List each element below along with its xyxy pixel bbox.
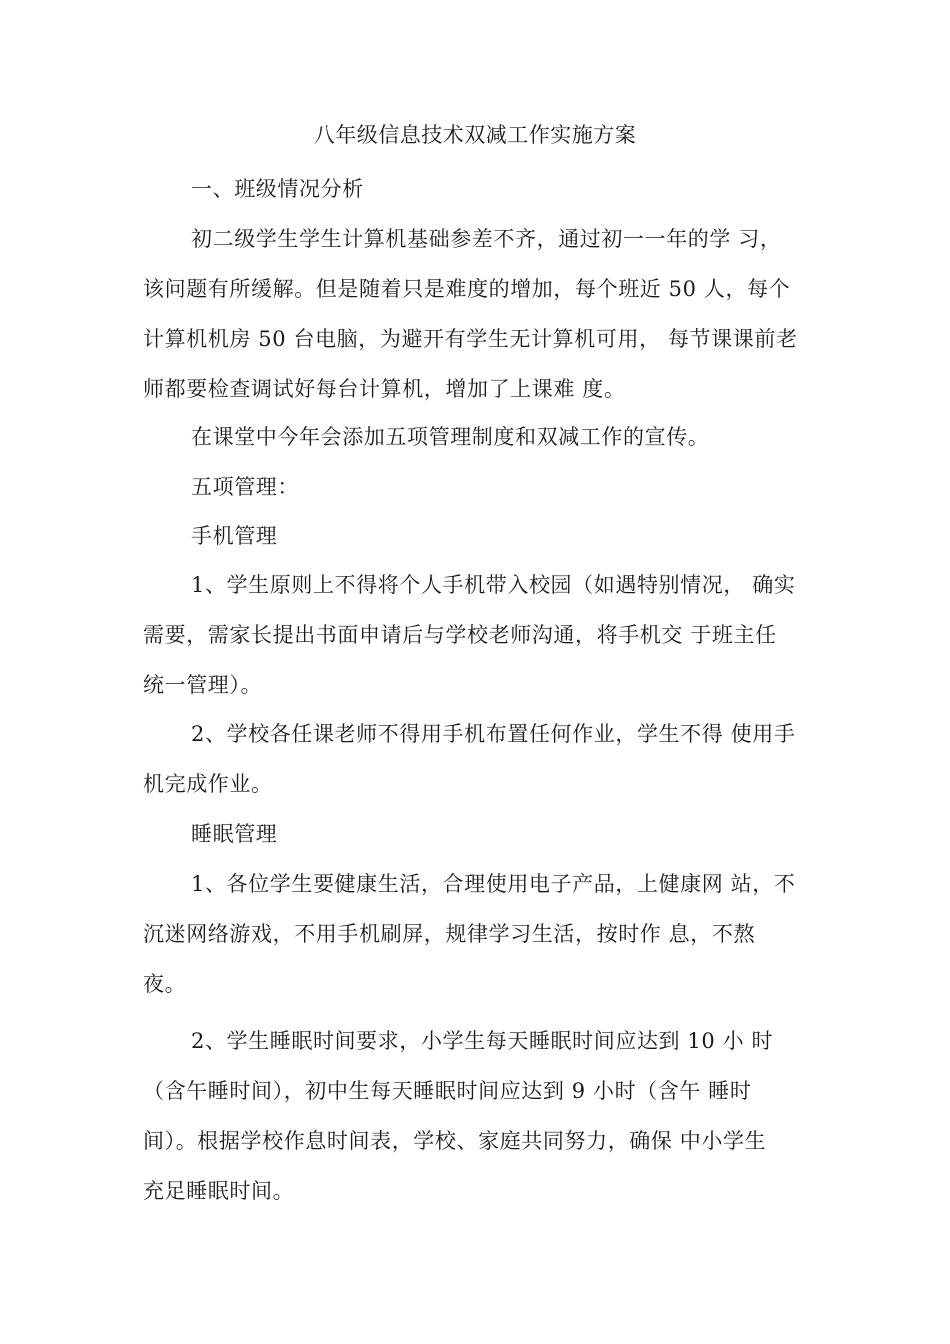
subheading-phone-management [143, 511, 819, 561]
section-heading-class-analysis [143, 164, 819, 214]
paragraph-line: 夜。 [143, 972, 187, 996]
paragraph-line: 机完成作业。 [143, 772, 273, 796]
paragraph-line: 睡眠管理 [191, 822, 278, 846]
paragraph-line: 间）。根据学校作息时间表，学校、家庭共同努力，确保 中小学生 [143, 1129, 767, 1153]
paragraph-line: 2、学校各任课老师不得用手机布置任何作业，学生不得 使用手 [191, 722, 796, 746]
paragraph-line: 五项管理： [191, 475, 299, 499]
paragraph-five-management [143, 462, 819, 512]
paragraph-line: 充足睡眠时间。 [143, 1179, 295, 1203]
subheading-sleep-management [143, 809, 819, 859]
paragraph-line: （含午睡时间），初中生每天睡眠时间应达到 9 小时（含午 睡时 [143, 1079, 752, 1103]
paragraph-line: 沉迷网络游戏，不用手机刷屏，规律学习生活，按时作 息，不熬 [143, 922, 756, 946]
paragraph-line: 师都要检查调试好每台计算机，增加了上课难 度。 [143, 377, 626, 401]
paragraph-line: 1、学生原则上不得将个人手机带入校园（如遇特别情况， 确实 [191, 573, 796, 597]
document-title: 八年级信息技术双减工作实施方案 [313, 123, 637, 147]
paragraph-line: 一、班级情况分析 [191, 177, 364, 201]
paragraph-class-situation [143, 214, 819, 414]
paragraph-classroom-promotion [143, 412, 819, 462]
paragraph-line: 初二级学生学生计算机基础参差不齐，通过初一一年的学 习， [191, 227, 782, 251]
paragraph-line: 手机管理 [191, 524, 278, 548]
paragraph-sleep-rule-1 [143, 859, 819, 1009]
paragraph-line: 需要，需家长提出书面申请后与学校老师沟通，将手机交 于班主任 [143, 623, 777, 647]
paragraph-line: 1、各位学生要健康生活，合理使用电子产品，上健康网 站，不 [191, 872, 796, 896]
paragraph-phone-rule-1 [143, 560, 819, 710]
paragraph-line: 在课堂中今年会添加五项管理制度和双减工作的宣传。 [191, 425, 710, 449]
paragraph-line: 统一管理）。 [143, 673, 263, 697]
paragraph-phone-rule-2 [143, 709, 819, 809]
paragraph-line: 计算机机房 50 台电脑，为避开有学生无计算机可用， 每节课课前老 [143, 327, 798, 351]
paragraph-sleep-rule-2 [143, 1016, 819, 1216]
paragraph-line: 2、学生睡眠时间要求，小学生每天睡眠时间应达到 10 小 时 [191, 1029, 774, 1053]
paragraph-line: 该问题有所缓解。但是随着只是难度的增加，每个班近 50 人，每个 [143, 277, 791, 301]
